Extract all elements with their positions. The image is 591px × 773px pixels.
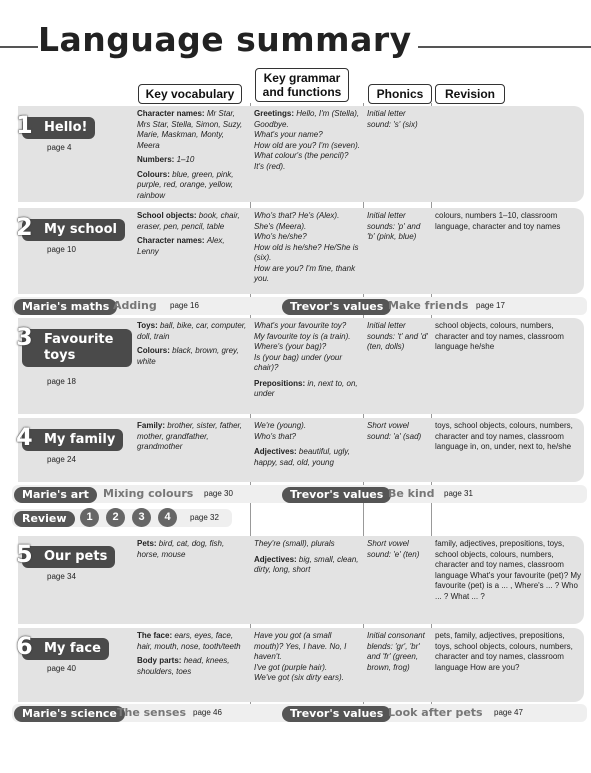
- vocab-cell: [137, 211, 247, 257]
- unit-title: Favourite toys: [22, 329, 132, 367]
- art-page: page 30: [204, 489, 233, 498]
- unit-page: page 34: [47, 572, 76, 581]
- vocab-words: ears, eyes, face, hair, mouth, nose, tooth/teeth: [137, 631, 241, 651]
- vocab-term: Toys:: [137, 321, 158, 330]
- grammar-words: Who's that? He's (Alex). She's (Meera).: [254, 211, 340, 231]
- vocab-term: Colours:: [137, 169, 170, 179]
- vocab-term: Body parts:: [137, 656, 182, 665]
- values-label-2: Trevor's values: [282, 487, 391, 503]
- unit-title: My face: [22, 638, 109, 660]
- grammar-entry: [254, 421, 360, 432]
- phonics-cell: Short vowel sound: 'a' (sad): [367, 421, 422, 441]
- vocab-term: Character names:: [137, 236, 205, 245]
- grammar-words: beautiful, ugly, happy, sad, old, young: [254, 447, 350, 467]
- grammar-entry: [254, 321, 360, 332]
- unit-title: My family: [22, 429, 123, 451]
- art-label: Marie's art: [14, 487, 97, 503]
- vocab-entry: [137, 346, 247, 367]
- unit-number: 6: [16, 632, 33, 660]
- unit-page: page 4: [47, 143, 72, 152]
- grammar-words: Where's (your bag)?: [254, 342, 327, 351]
- science-page: page 46: [193, 708, 222, 717]
- grammar-term: Prepositions:: [254, 378, 306, 388]
- grammar-words: How are you? I'm fine, thank you.: [254, 263, 356, 283]
- vocab-entry: [137, 421, 247, 453]
- grammar-words: Who's that?: [254, 431, 296, 441]
- grammar-words: My favourite toy is (a train).: [254, 331, 351, 341]
- grammar-words: How old is he/she? He/She is (six).: [254, 242, 359, 262]
- grammar-term: Adjectives:: [254, 554, 297, 564]
- revision-cell: pets, family, adjectives, prepositions, toys, school objects, colours, numbers, character and toy names, classroom language How are you?: [435, 631, 573, 672]
- vocab-entry: [137, 170, 247, 202]
- vocab-entry: [137, 211, 247, 232]
- vocab-words: 1–10: [176, 155, 195, 164]
- values-topic-1: Make friends: [388, 299, 469, 312]
- phonics-cell: Initial letter sound: 's' (six): [367, 109, 418, 129]
- values-topic-2: Be kind: [388, 487, 435, 500]
- vocab-entry: [137, 109, 247, 151]
- unit-page: page 40: [47, 664, 76, 673]
- unit-number: 2: [16, 213, 33, 241]
- unit-number: 4: [16, 423, 33, 451]
- grammar-entry: [254, 109, 360, 130]
- vocab-term: Pets:: [137, 539, 157, 548]
- vocab-term: Character names:: [137, 109, 205, 118]
- review-page: page 32: [190, 513, 219, 522]
- unit-title: Hello!: [22, 117, 95, 139]
- grammar-term: Adjectives:: [254, 447, 297, 456]
- vocab-entry: [137, 539, 247, 560]
- grammar-words: Who's he/she?: [254, 232, 307, 241]
- grammar-cell: [254, 211, 360, 285]
- grammar-entry: [254, 663, 360, 674]
- unit-number: 5: [16, 540, 33, 568]
- vocab-term: Colours:: [137, 346, 170, 355]
- values-page-1: page 17: [476, 301, 505, 310]
- grammar-entry: [254, 232, 360, 243]
- grammar-entry: [254, 264, 360, 285]
- unit-page: page 24: [47, 455, 76, 464]
- values-page-3: page 47: [494, 708, 523, 717]
- header-key-vocabulary: Key vocabulary: [138, 84, 242, 104]
- grammar-words: I've got (purple hair).: [254, 662, 328, 672]
- values-label-3: Trevor's values: [282, 706, 391, 722]
- grammar-words: We're (young).: [254, 421, 307, 430]
- grammar-entry: [254, 673, 360, 684]
- grammar-entry: [254, 141, 360, 152]
- header-revision: Revision: [435, 84, 505, 104]
- grammar-words: Is (your bag) under (your chair)?: [254, 352, 343, 372]
- review-unit-3: 3: [132, 508, 151, 527]
- grammar-words: What colour's (the pencil)? It's (red).: [254, 151, 349, 171]
- vocab-words: head, knees, shoulders, toes: [137, 656, 230, 676]
- grammar-words: How old are you? I'm (seven).: [254, 140, 361, 150]
- phonics-cell: Initial letter sounds: 'p' and 'b' (pink, blue): [367, 211, 421, 241]
- grammar-entry: [254, 379, 360, 400]
- review-label: Review: [14, 511, 75, 527]
- values-page-2: page 31: [444, 489, 473, 498]
- grammar-entry: [254, 539, 360, 550]
- vocab-entry: [137, 656, 247, 677]
- unit-page: page 18: [47, 377, 76, 386]
- grammar-entry: [254, 332, 360, 343]
- vocab-words: bird, cat, dog, fish, horse, mouse: [137, 539, 225, 559]
- vocab-cell: [137, 321, 247, 367]
- grammar-words: We've got (six dirty ears).: [254, 673, 344, 682]
- phonics-cell: Initial consonant blends: 'gr', 'br' and 'fr' (green, brown, frog): [367, 631, 425, 672]
- vocab-term: Family:: [137, 421, 166, 430]
- vocab-entry: [137, 321, 247, 342]
- maths-topic: Adding: [113, 299, 157, 312]
- vocab-term: The face:: [137, 631, 173, 640]
- header-phonics: Phonics: [368, 84, 432, 104]
- grammar-cell: [254, 321, 360, 400]
- grammar-term: Greetings:: [254, 109, 295, 118]
- grammar-entry: [254, 432, 360, 443]
- grammar-entry: [254, 555, 360, 576]
- grammar-words: big, small, clean, dirty, long, short: [254, 554, 359, 574]
- grammar-entry: [254, 211, 360, 232]
- grammar-words: in, next to, on, under: [254, 378, 358, 398]
- header-key-grammar: Key grammar and functions: [255, 68, 349, 102]
- grammar-cell: [254, 631, 360, 684]
- review-unit-4: 4: [158, 508, 177, 527]
- vocab-cell: [137, 539, 247, 560]
- phonics-cell: Initial letter sounds: 't' and 'd' (ten, dolls): [367, 321, 428, 351]
- science-topic: The senses: [117, 706, 187, 719]
- grammar-entry: [254, 631, 360, 663]
- revision-cell: colours, numbers 1–10, classroom language, character and toy names: [435, 211, 561, 231]
- vocab-cell: [137, 109, 247, 201]
- review-unit-2: 2: [106, 508, 125, 527]
- grammar-words: Hello, I'm (Stella), Goodbye.: [254, 109, 360, 129]
- unit-page: page 10: [47, 245, 76, 254]
- science-label: Marie's science: [14, 706, 125, 722]
- vocab-words: black, brown, grey, white: [137, 346, 239, 366]
- vocab-words: ball, bike, car, computer, doll, train: [137, 321, 247, 341]
- grammar-words: What's your favourite toy?: [254, 321, 347, 330]
- vocab-words: brother, sister, father, mother, grandfather, grandmother: [137, 421, 242, 451]
- vocab-words: Mr Star, Mrs Star, Stella, Simon, Suzy, Marie, Maskman, Monty, Meera: [137, 109, 243, 150]
- unit-title: My school: [22, 219, 125, 241]
- vocab-entry: [137, 631, 247, 652]
- unit-number: 1: [16, 111, 33, 139]
- grammar-entry: [254, 342, 360, 353]
- vocab-entry: [137, 236, 247, 257]
- maths-label: Marie's maths: [14, 299, 117, 315]
- grammar-cell: [254, 109, 360, 172]
- art-topic: Mixing colours: [103, 487, 194, 500]
- grammar-entry: [254, 447, 360, 468]
- revision-cell: school objects, colours, numbers, character and toy names, classroom language he/she: [435, 321, 564, 351]
- grammar-words: They're (small), plurals: [254, 539, 335, 548]
- values-topic-3: Look after pets: [388, 706, 483, 719]
- unit-number: 3: [16, 323, 33, 351]
- vocab-term: School objects:: [137, 211, 197, 220]
- grammar-entry: [254, 151, 360, 172]
- vocab-words: book, chair, eraser, pen, pencil, table: [137, 211, 240, 231]
- page-title: Language summary: [38, 20, 418, 60]
- grammar-entry: [254, 130, 360, 141]
- grammar-entry: [254, 243, 360, 264]
- vocab-words: Alex, Lenny: [137, 236, 225, 256]
- vocab-cell: [137, 421, 247, 453]
- vocab-words: blue, green, pink, purple, red, orange, yellow, rainbow: [137, 169, 234, 200]
- revision-cell: toys, school objects, colours, numbers, character and toy names, classroom language in, on, under, next to, he/she: [435, 421, 573, 451]
- vocab-term: Numbers:: [137, 155, 175, 164]
- unit-title: Our pets: [22, 546, 115, 568]
- grammar-cell: [254, 539, 360, 576]
- vocab-cell: [137, 631, 247, 677]
- values-label-1: Trevor's values: [282, 299, 391, 315]
- grammar-words: Have you got (a small mouth)? Yes, I have. No, I haven't.: [254, 631, 347, 661]
- vocab-entry: [137, 155, 247, 166]
- maths-page: page 16: [170, 301, 199, 310]
- phonics-cell: Short vowel sound: 'e' (ten): [367, 539, 420, 559]
- revision-cell: family, adjectives, prepositions, toys, school objects, colours, numbers, character and toy names, classroom language What's your favourite (pet)? My favourite (pet) is a ... , Where's ... ? Who ... ? What ... ?: [435, 539, 582, 601]
- grammar-entry: [254, 353, 360, 374]
- grammar-words: What's your name?: [254, 130, 323, 139]
- review-unit-1: 1: [80, 508, 99, 527]
- grammar-cell: [254, 421, 360, 468]
